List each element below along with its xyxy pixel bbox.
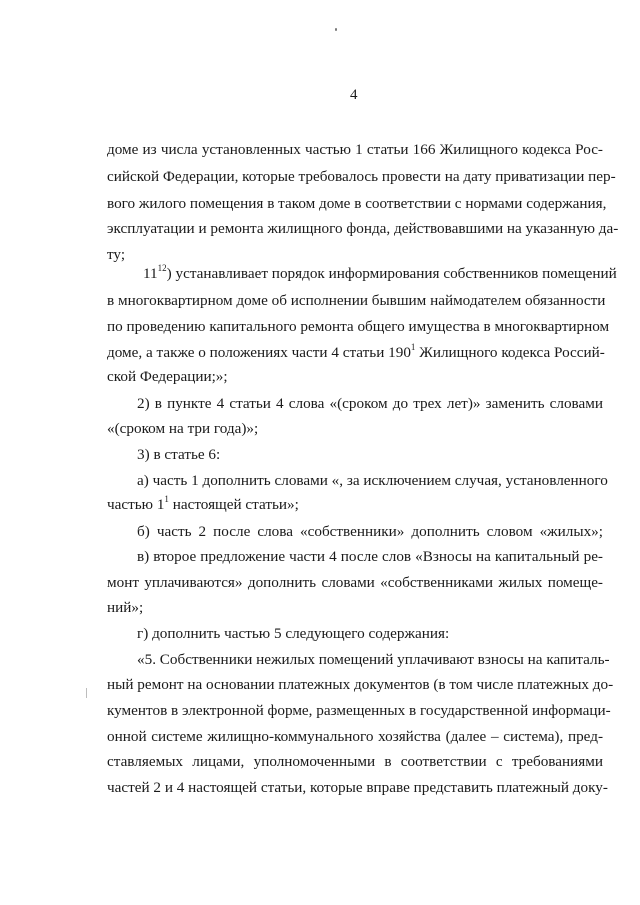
text-line: «5. Собственники нежилых помещений уплачивают взносы на капиталь- (137, 651, 610, 668)
text-line: г) дополнить частью 5 следующего содержания: (137, 625, 450, 642)
text-line: ту; (107, 246, 126, 263)
text-line: по проведению капитального ремонта общего имущества в многоквартирном (107, 318, 610, 335)
text-line: доме, а также о положениях части 4 статьи $190^1$ Жилищного кодекса Россий- (107, 341, 605, 361)
text-line: онной системе жилищно-коммунального хозяйства (далее – система), пред- (107, 728, 603, 745)
item-number: 11 (143, 265, 158, 282)
text-line: монт уплачиваются» дополнить словами «собственниками жилых помеще- (107, 574, 603, 591)
text-line: эксплуатации и ремонта жилищного фонда, действовавшими на указанную да- (107, 220, 619, 237)
text-line: 2) в пункте 4 статьи 4 слова «(сроком до трех лет)» заменить словами (137, 395, 603, 412)
text-line: а) часть 1 дополнить словами «, за исключением случая, установленного (137, 472, 608, 489)
text-line: кументов в электронной форме, размещенных в государственной информаци- (107, 702, 611, 719)
text-line: б) часть 2 после слова «собственники» дополнить словом «жилых»; (137, 523, 603, 540)
text-line: $11^{12}$) устанавливает порядок информирования собственников помещений (143, 262, 617, 282)
superscript: 1 (164, 493, 169, 504)
scan-speck (335, 28, 337, 31)
text-line: ской Федерации;»; (107, 368, 228, 385)
text-line: частей 2 и 4 настоящей статьи, которые вправе представить платежный доку- (107, 779, 608, 796)
text-line: 3) в статье 6: (137, 446, 221, 463)
superscript: 12 (157, 262, 167, 273)
text-line: в многоквартирном доме об исполнении бывшим наймодателем обязанности (107, 292, 606, 309)
text-line: ний»; (107, 599, 144, 616)
text-line: в) второе предложение части 4 после слов «Взносы на капитальный ре- (137, 548, 603, 565)
text-line: сийской Федерации, которые требовалось провести на дату приватизации пер- (107, 168, 616, 185)
text-line: ный ремонт на основании платежных документов (в том числе платежных до- (107, 676, 614, 693)
text-line: «(сроком на три года)»; (107, 420, 259, 437)
page-number: 4 (350, 87, 358, 103)
text-line: частью $1^1$ настоящей статьи»; (107, 493, 299, 513)
text-line: доме из числа установленных частью 1 статьи 166 Жилищного кодекса Рос- (107, 141, 603, 158)
superscript: 1 (410, 341, 416, 352)
scan-margin-mark (86, 688, 87, 698)
text-line: вого жилого помещения в таком доме в соответствии с нормами содержания, (107, 195, 607, 212)
text-line: ставляемых лицами, уполномоченными в соответствии с требованиями (107, 753, 603, 770)
